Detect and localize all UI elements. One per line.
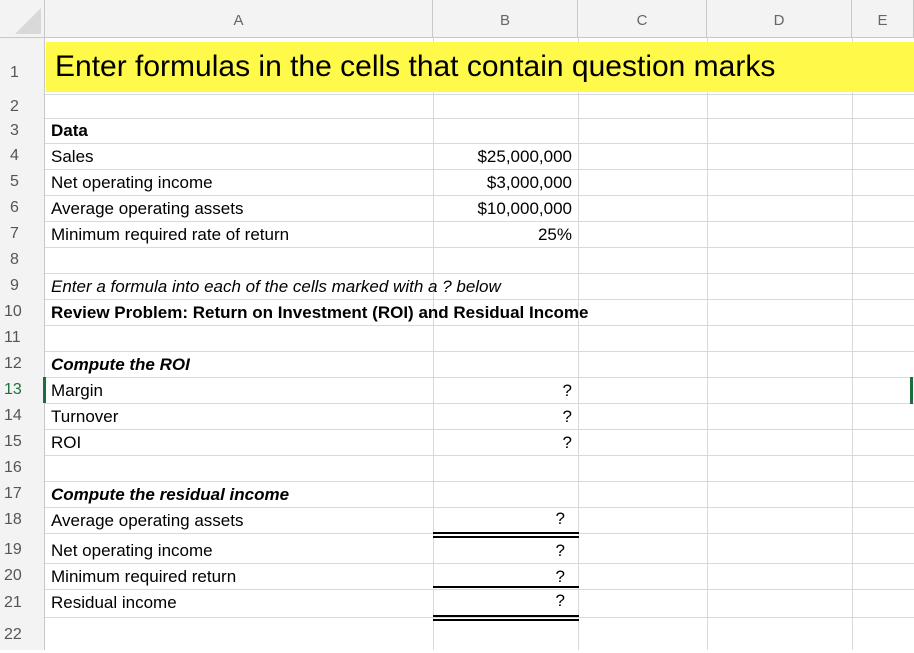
row-header-15[interactable]: 15 (0, 429, 45, 455)
label-residual-income[interactable]: Residual income (51, 593, 177, 612)
row-header-1[interactable]: 1 (0, 38, 45, 94)
double-underline-bottom (433, 536, 579, 538)
column-header-a[interactable]: A (45, 0, 433, 38)
single-underline (433, 586, 579, 588)
row-header-20[interactable]: 20 (0, 563, 45, 589)
roi-header[interactable]: Compute the ROI (51, 355, 190, 374)
double-underline-top (433, 532, 579, 534)
row-header-22[interactable]: 22 (0, 617, 45, 650)
row-header-8[interactable]: 8 (0, 247, 45, 273)
select-all-corner[interactable] (0, 0, 45, 38)
label-average-operating-assets[interactable]: Average operating assets (51, 199, 244, 218)
column-header-c[interactable]: C (578, 0, 707, 38)
row-header-16[interactable]: 16 (0, 455, 45, 481)
row-header-7[interactable]: 7 (0, 221, 45, 247)
row-header-4[interactable]: 4 (0, 143, 45, 169)
margin-formula-cell[interactable]: ? (562, 381, 572, 400)
row-header-17[interactable]: 17 (0, 481, 45, 507)
residual-income-formula-cell[interactable]: ? (555, 591, 565, 610)
row-header-6[interactable]: 6 (0, 195, 45, 221)
label-net-operating-income[interactable]: Net operating income (51, 173, 213, 192)
column-header-d[interactable]: D (707, 0, 852, 38)
row-header-9[interactable]: 9 (0, 273, 45, 299)
label-residual-average-operating-assets[interactable]: Average operating assets (51, 511, 244, 530)
row-header-19[interactable]: 19 (0, 533, 45, 563)
row-header-14[interactable]: 14 (0, 403, 45, 429)
double-underline-2-bottom (433, 619, 579, 621)
row-header-5[interactable]: 5 (0, 169, 45, 195)
instruction-text[interactable]: Enter a formula into each of the cells marked with a ? below (51, 277, 501, 296)
review-problem-title[interactable]: Review Problem: Return on Investment (ROI) and Residual Income (51, 303, 589, 322)
row-header-13[interactable]: 13 (0, 377, 45, 403)
label-margin[interactable]: Margin (51, 381, 103, 400)
double-underline-2-top (433, 615, 579, 617)
column-header-e[interactable]: E (852, 0, 914, 38)
value-sales[interactable]: $25,000,000 (477, 147, 572, 166)
row-header-3[interactable]: 3 (0, 118, 45, 143)
row-header-18[interactable]: 18 (0, 507, 45, 533)
value-average-operating-assets[interactable]: $10,000,000 (477, 199, 572, 218)
label-roi[interactable]: ROI (51, 433, 82, 452)
active-row-indicator (43, 377, 46, 403)
value-minimum-required-rate[interactable]: 25% (537, 225, 572, 244)
min-required-return-formula-cell[interactable]: ? (555, 567, 565, 586)
value-net-operating-income[interactable]: $3,000,000 (486, 173, 572, 192)
label-residual-net-operating-income[interactable]: Net operating income (51, 541, 213, 560)
residual-income-header[interactable]: Compute the residual income (51, 485, 290, 504)
row-header-21[interactable]: 21 (0, 589, 45, 617)
selection-edge (910, 377, 913, 404)
residual-noi-formula-cell[interactable]: ? (555, 541, 565, 560)
roi-formula-cell[interactable]: ? (562, 433, 572, 452)
row-header-11[interactable]: 11 (0, 325, 45, 351)
row-header-2[interactable]: 2 (0, 94, 45, 118)
data-header[interactable]: Data (51, 121, 88, 140)
label-minimum-required-rate[interactable]: Minimum required rate of return (51, 225, 290, 244)
sheet-title[interactable]: Enter formulas in the cells that contain question marks (55, 50, 776, 83)
residual-avg-assets-formula-cell[interactable]: ? (555, 509, 565, 528)
column-header-b[interactable]: B (433, 0, 578, 38)
row-header-12[interactable]: 12 (0, 351, 45, 377)
label-sales[interactable]: Sales (51, 147, 94, 166)
row-header-10[interactable]: 10 (0, 299, 45, 325)
label-minimum-required-return[interactable]: Minimum required return (51, 567, 237, 586)
label-turnover[interactable]: Turnover (51, 407, 119, 426)
turnover-formula-cell[interactable]: ? (562, 407, 572, 426)
